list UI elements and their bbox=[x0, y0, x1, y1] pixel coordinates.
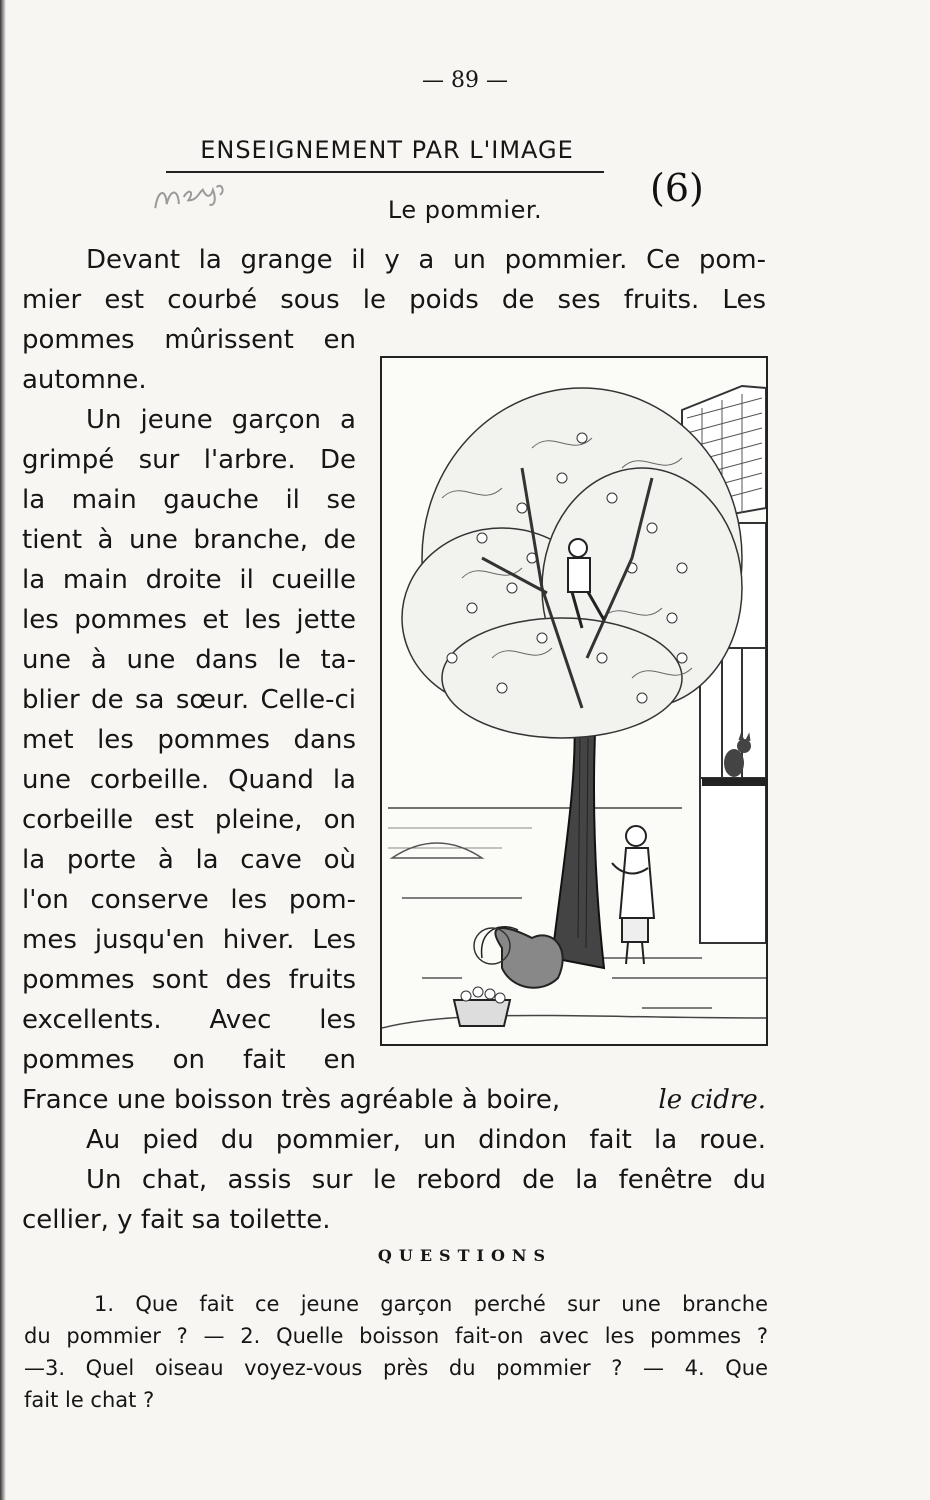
apple-tree-illustration bbox=[380, 356, 768, 1046]
questions-heading: QUESTIONS bbox=[377, 1246, 553, 1265]
body-line: tient à une branche, de bbox=[22, 525, 356, 555]
body-line: excellents. Avec les bbox=[22, 1005, 356, 1035]
body-line: Un chat, assis sur le rebord de la fenêtre du bbox=[86, 1165, 766, 1195]
body-line-text: France une boisson très agréable à boire, bbox=[22, 1085, 561, 1115]
body-line: les pommes et les jette bbox=[22, 605, 356, 635]
body-line: Au pied du pommier, un dindon fait la roue. bbox=[86, 1125, 766, 1155]
body-line: la porte à la cave où bbox=[22, 845, 356, 875]
body-line: une à une dans le ta- bbox=[22, 645, 356, 675]
question-line: du pommier ? — 2. Quelle boisson fait-on avec les pommes ? bbox=[24, 1324, 768, 1348]
body-line: grimpé sur l'arbre. De bbox=[22, 445, 356, 475]
question-line: —3. Quel oiseau voyez-vous près du pommier ? — 4. Que bbox=[24, 1356, 768, 1380]
body-line: une corbeille. Quand la bbox=[22, 765, 356, 795]
section-title: ENSEIGNEMENT PAR L'IMAGE bbox=[200, 136, 574, 164]
body-line: corbeille est pleine, on bbox=[22, 805, 356, 835]
body-line: Devant la grange il y a un pommier. Ce pom- bbox=[86, 245, 766, 275]
body-line: blier de sa sœur. Celle-ci bbox=[22, 685, 356, 715]
body-line: Un jeune garçon a bbox=[86, 405, 356, 435]
body-line: la main gauche il se bbox=[22, 485, 356, 515]
body-line: la main droite il cueille bbox=[22, 565, 356, 595]
body-line: cellier, y fait sa toilette. bbox=[22, 1205, 331, 1235]
body-line: pommes on fait en bbox=[22, 1045, 356, 1075]
body-line: automne. bbox=[22, 365, 147, 395]
body-line: mier est courbé sous le poids de ses fruits. Les bbox=[22, 285, 766, 315]
body-line-cider bbox=[22, 1082, 766, 1118]
body-line: l'on conserve les pom- bbox=[22, 885, 356, 915]
question-line: fait le chat ? bbox=[24, 1388, 155, 1412]
question-line: 1. Que fait ce jeune garçon perché sur une branche bbox=[94, 1292, 768, 1316]
cider-italic: le cidre. bbox=[658, 1085, 766, 1115]
body-line: met les pommes dans bbox=[22, 725, 356, 755]
body-line: mes jusqu'en hiver. Les bbox=[22, 925, 356, 955]
body-line: pommes sont des fruits bbox=[22, 965, 356, 995]
page-number: — 89 — bbox=[422, 68, 508, 93]
body-line: pommes mûrissent en bbox=[22, 325, 356, 355]
lesson-title: Le pommier. bbox=[387, 196, 543, 224]
illustration-drawing bbox=[382, 358, 766, 1044]
handwritten-margin-note: (6) bbox=[650, 166, 704, 210]
